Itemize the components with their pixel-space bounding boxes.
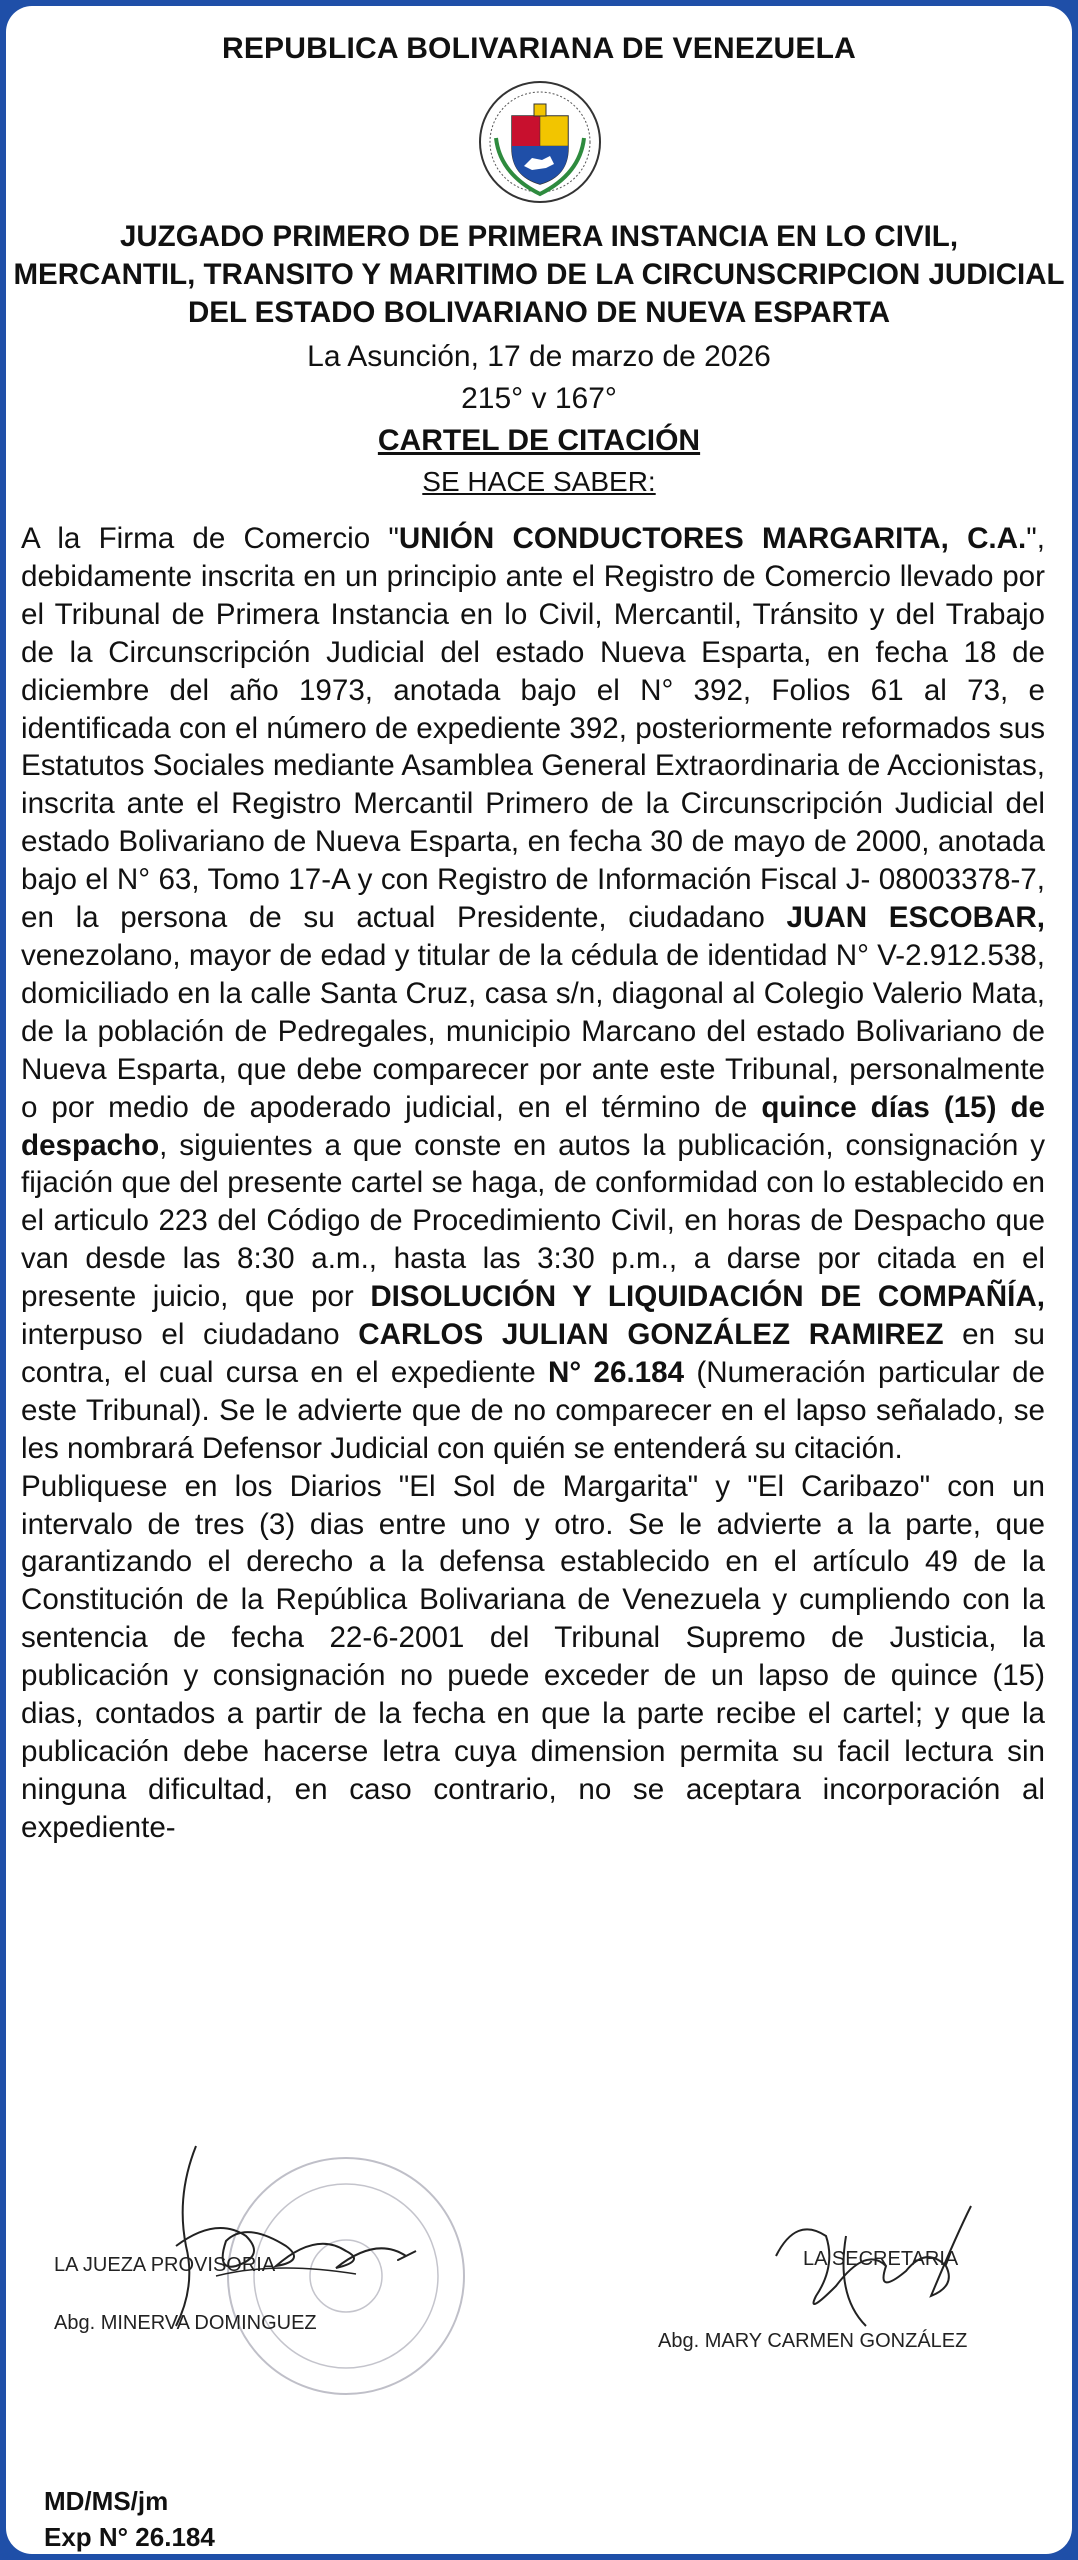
- text-run: venezolano, mayor de edad y titular de la cédula de identidad N° V-2.912.538, domiciliado en la calle Santa Cruz, casa s/n, diagonal al Colegio Valerio Mata, de la población de Pedregales, municipio Marcano del estado Bolivariano de Nueva Esparta, que debe comparecer por ante este Tribunal, personalmente o por medio de apoderado judicial, en el término de: [21, 938, 1045, 1124]
- text-run: interpuso el ciudadano: [21, 1318, 359, 1352]
- court-line-2: MERCANTIL, TRANSITO Y MARITIMO DE LA CIRCUNSCRIPCION JUDICIAL: [13, 258, 1065, 291]
- cartel-title: CARTEL DE CITACIÓN: [377, 424, 701, 457]
- case-footer: Exp N° 26.184: [44, 2522, 215, 2552]
- text-run: , siguientes a que conste en autos la publicación, consignación y fijación que del presente cartel se haga, de conformidad con lo establecido en el articulo 223 del Código de Procedimiento Civil, en horas de Despacho que van desde las 8:30 a.m., hasta las 3:30 p.m., a darse por citada en el presente juicio, que por: [21, 1128, 1045, 1314]
- court-header: [6, 218, 1072, 332]
- text-run: en su contra, el cual cursa en el expediente: [21, 1318, 1045, 1389]
- matter-text: DISOLUCIÓN Y LIQUIDACIÓN DE COMPAÑÍA,: [370, 1280, 1045, 1314]
- coat-of-arms-seal-icon: [476, 78, 604, 206]
- term-text: quince días (15) de despacho: [21, 1090, 1045, 1162]
- text-run: A la Firma de Comercio ": [21, 522, 399, 555]
- secretary-name: Abg. MARY CARMEN GONZÁLEZ: [658, 2330, 968, 2352]
- president-name: JUAN ESCOBAR,: [786, 901, 1045, 935]
- court-line-1: JUZGADO PRIMERO DE PRIMERA INSTANCIA EN LO CIVIL,: [119, 220, 959, 253]
- plaintiff-name: CARLOS JULIAN GONZÁLEZ RAMIREZ: [358, 1318, 944, 1352]
- years-line: 215° v 167°: [461, 382, 617, 415]
- paragraph-2: Publiquese en los Diarios "El Sol de Margarita" y "El Caribazo" con un intervalo de tres (3) dias entre uno y otro. Se le advierte a la parte, que garantizando el derecho a la defensa establecido en el artículo 49 de la Constitución de la República Bolivariana de Venezuela y cumpliendo con la sentencia de fecha 22-6-2001 del Tribunal Supremo de Justicia, la publicación y consignación no puede exceder de un lapso de quince (15) dias, contados a partir de la fecha en que la parte recibe el cartel; y que la publicación debe hacerse letra cuya dimension permita su facil lectura sin ninguna dificultad, en caso contrario, no se aceptara incorporación al expediente-: [21, 1469, 1045, 1844]
- case-number: N° 26.184: [548, 1355, 685, 1389]
- court-line-3: DEL ESTADO BOLIVARIANO DE NUEVA ESPARTA: [187, 296, 891, 329]
- paragraph-1: [21, 520, 1045, 1468]
- hace-saber: SE HACE SABER:: [422, 466, 656, 497]
- text-run: ", debidamente inscrita en un principio ante el Registro de Comercio llevado por el Tribunal de Primera Instancia en lo Civil, Mercantil, Tránsito y del Trabajo de la Circunscripción Judicial del estado Nueva Esparta, en fecha 18 de diciembre del año 1973, anotada bajo el N° 392, Folios 61 al 73, e identificada con el número de expediente 392, posteriormente reformados sus Estatutos Sociales mediante Asamblea General Extraordinaria de Accionistas, inscrita ante el Registro Mercantil Primero de la Circunscripción Judicial del estado Bolivariano de Nueva Esparta, en fecha 30 de mayo de 2000, anotada bajo el N° 63, Tomo 17-A y con Registro de Información Fiscal J- 08003378-7, en la persona de su actual Presidente, ciudadano: [21, 522, 1045, 935]
- judge-name: Abg. MINERVA DOMINGUEZ: [54, 2312, 317, 2334]
- notice-frame: [6, 6, 1072, 2554]
- judge-signature-icon: [156, 2136, 436, 2336]
- place-date: La Asunción, 17 de marzo de 2026: [307, 340, 771, 373]
- initials: MD/MS/jm: [44, 2486, 169, 2516]
- secretary-title: LA SECRETARIA: [803, 2248, 959, 2270]
- notice-body: [21, 520, 1045, 1847]
- text-run: (Numeración particular de este Tribunal). Se le advierte que de no comparecer en el lapso señalado, se les nombrará Defensor Judicial con quién se entenderá su citación.: [21, 1355, 1045, 1465]
- republic-title: REPUBLICA BOLIVARIANA DE VENEZUELA: [221, 32, 857, 65]
- company-name: UNIÓN CONDUCTORES MARGARITA, C.A.: [398, 522, 1027, 555]
- judge-title: LA JUEZA PROVISORIA: [54, 2254, 276, 2276]
